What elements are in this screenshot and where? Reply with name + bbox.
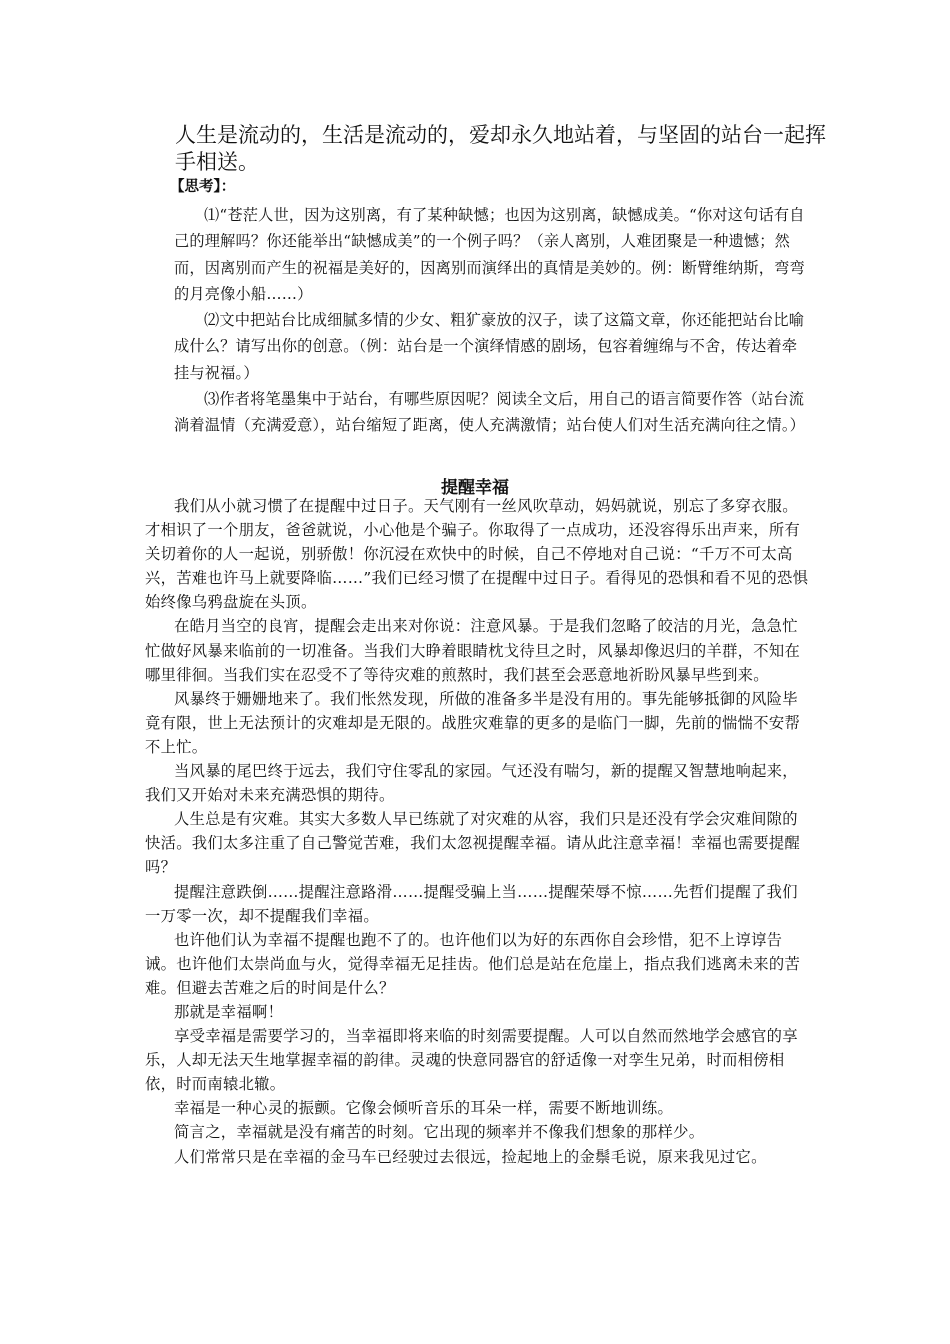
intro-paragraph: 人生是流动的，生活是流动的，爱却永久地站着，与坚固的站台一起挥手相送。 bbox=[175, 123, 826, 174]
article-title: 提醒幸福 bbox=[441, 478, 509, 498]
question-2: ⑵文中把站台比成细腻多情的少女、粗犷豪放的汉子，读了这篇文章，你还能把站台比喻成什么？请写出你的创意。（例：站台是一个演绎情感的剧场，包容着缠绵与不舍，传达着牵挂与祝福。） bbox=[174, 311, 805, 382]
article-paragraph: 当风暴的尾巴终于远去，我们守住零乱的家园。气还没有喘匀，新的提醒又智慧地响起来，我们又开始对未来充满恐惧的期待。 bbox=[145, 762, 798, 805]
article-paragraph: 在皓月当空的良宵，提醒会走出来对你说：注意风暴。于是我们忽略了皎洁的月光，急急忙忙做好风暴来临前的一切准备。当我们大睁着眼睛枕戈待旦之时，风暴却像迟归的羊群，不知在哪里徘徊。当我们实在忍受不了等待灾难的煎熬时，我们甚至会恶意地祈盼风暴早些到来。 bbox=[145, 617, 801, 684]
question-3: ⑶作者将笔墨集中于站台，有哪些原因呢？阅读全文后，用自己的语言简要作答（站台流淌着温情（充满爱意），站台缩短了距离，使人充满激情；站台使人们对生活充满向往之情。） bbox=[174, 390, 806, 435]
article-paragraph: 风暴终于姗姗地来了。我们怅然发现，所做的准备多半是没有用的。事先能够抵御的风险毕竟有限，世上无法预计的灾难却是无限的。战胜灾难靠的更多的是临门一脚，先前的惴惴不安帮不上忙。 bbox=[145, 689, 801, 756]
question-1: ⑴“苍茫人世，因为这别离，有了某种缺憾；也因为这别离，缺憾成美。“你对这句话有自己的理解吗？你还能举出“缺憾成美”的一个例子吗？（亲人离别，人难团聚是一种遗憾；然而，因离别而产生的祝福是美好的，因离别而演绎出的真情是美妙的。例：断臂维纳斯，弯弯的月亮像小船……） bbox=[174, 206, 805, 303]
article-paragraph: 幸福是一种心灵的振颤。它像会倾听音乐的耳朵一样，需要不断地训练。 bbox=[174, 1099, 674, 1118]
article-paragraph: 享受幸福是需要学习的，当幸福即将来临的时刻需要提醒。人可以自然而然地学会感官的享乐，人却无法天生地掌握幸福的韵律。灵魂的快意同器官的舒适像一对孪生兄弟，时而相傍相依，时而南辕北辙。 bbox=[145, 1027, 798, 1094]
article-paragraph: 那就是幸福啊！ bbox=[174, 1002, 284, 1021]
think-heading: 【思考】： bbox=[170, 179, 236, 195]
article-paragraph: 人生总是有灾难。其实大多数人早已练就了对灾难的从容，我们只是还没有学会灾难间隙的快活。我们太多注重了自己警觉苦难，我们太忽视提醒幸福。请从此注意幸福！幸福也需要提醒吗？ bbox=[145, 810, 801, 877]
article-paragraph: 简言之，幸福就是没有痛苦的时刻。它出现的频率并不像我们想象的那样少。 bbox=[174, 1123, 705, 1142]
article-paragraph: 提醒注意跌倒……提醒注意路滑……提醒受骗上当……提醒荣辱不惊……先哲们提醒了我们一万零一次，却不提醒我们幸福。 bbox=[145, 882, 798, 925]
think-questions bbox=[174, 202, 810, 439]
article-paragraph: 人们常常只是在幸福的金马车已经驶过去很远，捡起地上的金鬃毛说，原来我见过它。 bbox=[174, 1147, 767, 1166]
article-paragraph: 我们从小就习惯了在提醒中过日子。天气刚有一丝风吹草动，妈妈就说，别忘了多穿衣服。才相识了一个朋友，爸爸就说，小心他是个骗子。你取得了一点成功，还没容得乐出声来，所有关切着你的人一起说，别骄傲！你沉浸在欢快中的时候，自己不停地对自己说：“千万不可太高兴，苦难也许马上就要降临……”我们已经习惯了在提醒中过日子。看得见的恐惧和看不见的恐惧始终像乌鸦盘旋在头顶。 bbox=[145, 497, 809, 612]
article-paragraph: 也许他们认为幸福不提醒也跑不了的。也许他们以为好的东西你自会珍惜，犯不上谆谆告诫。也许他们太崇尚血与火，觉得幸福无足挂齿。他们总是站在危崖上，指点我们逃离未来的苦难。但避去苦难之后的时间是什么？ bbox=[145, 930, 801, 997]
article-body bbox=[145, 494, 813, 1169]
